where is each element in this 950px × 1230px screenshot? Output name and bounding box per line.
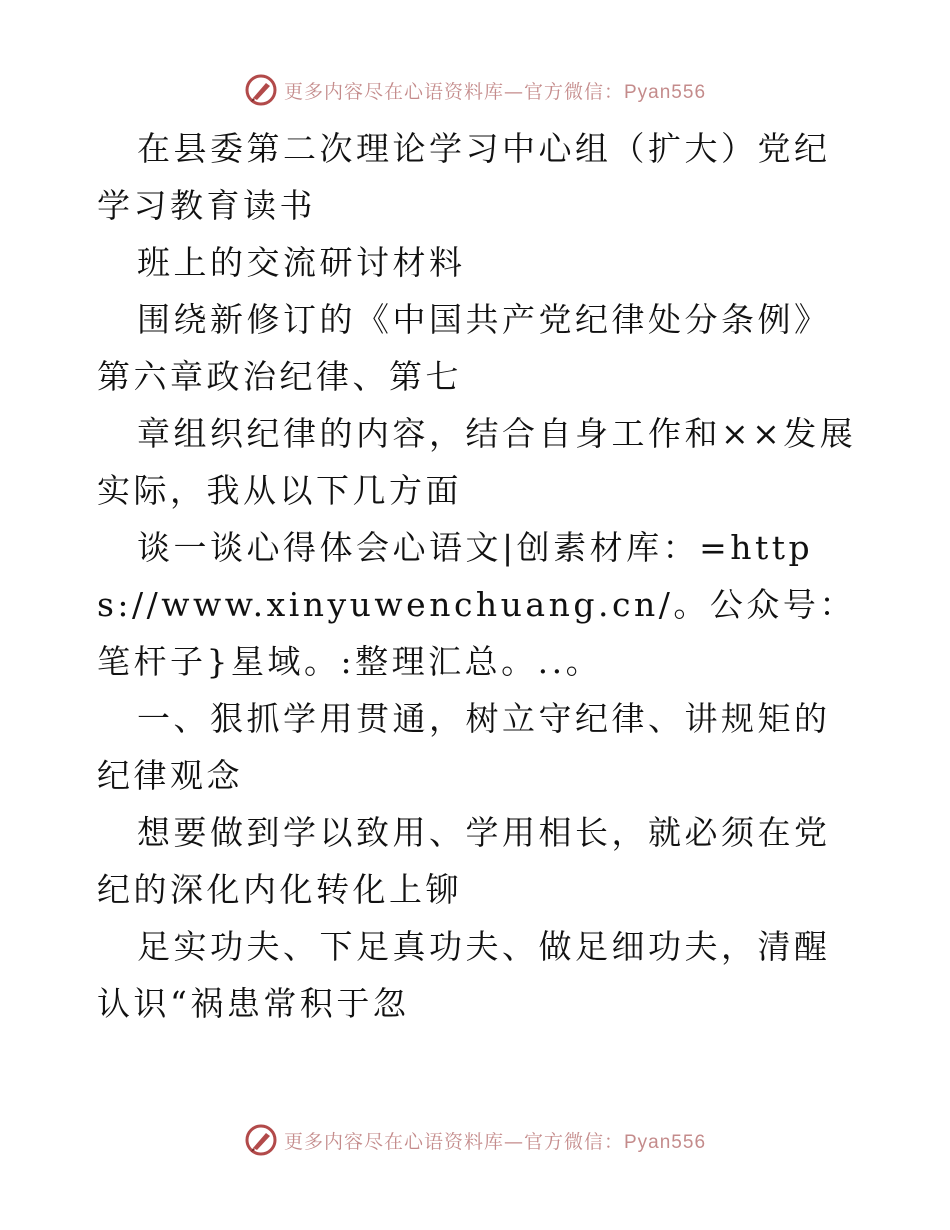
pen-logo-icon — [244, 73, 278, 107]
section-heading-1: 一、狠抓学用贯通，树立守纪律、讲规矩的纪律观念 — [97, 699, 831, 795]
paragraph-title-line-1: 在县委第二次理论学习中心组（扩大）党纪学习教育读书 — [97, 129, 831, 225]
paragraph-source-note: 谈一谈心得体会心语文|创素材库：=https://www.xinyuwenchuang.cn/。公众号：笔杆子}星域。:整理汇总。..。 — [97, 528, 856, 681]
pen-logo-icon — [244, 1123, 278, 1157]
footer-banner-text: 更多内容尽在心语资料库—官方微信：Pyan556 — [283, 1130, 707, 1153]
paragraph-body-2: 足实功夫、下足真功夫、做足细功夫，清醒认识“祸患常积于忽 — [97, 927, 831, 1023]
document-body — [97, 120, 857, 1032]
header-banner — [0, 70, 950, 110]
paragraph-intro-2: 章组织纪律的内容，结合自身工作和××发展实际，我从以下几方面 — [97, 414, 857, 510]
paragraph-title-line-2: 班上的交流研讨材料 — [137, 243, 466, 282]
footer-banner — [0, 1120, 950, 1160]
paragraph-body-1: 想要做到学以致用、学用相长，就必须在党纪的深化内化转化上铆 — [97, 813, 831, 909]
header-banner-text: 更多内容尽在心语资料库—官方微信：Pyan556 — [283, 80, 707, 103]
paragraph-intro-1: 围绕新修订的《中国共产党纪律处分条例》第六章政治纪律、第七 — [97, 300, 831, 396]
